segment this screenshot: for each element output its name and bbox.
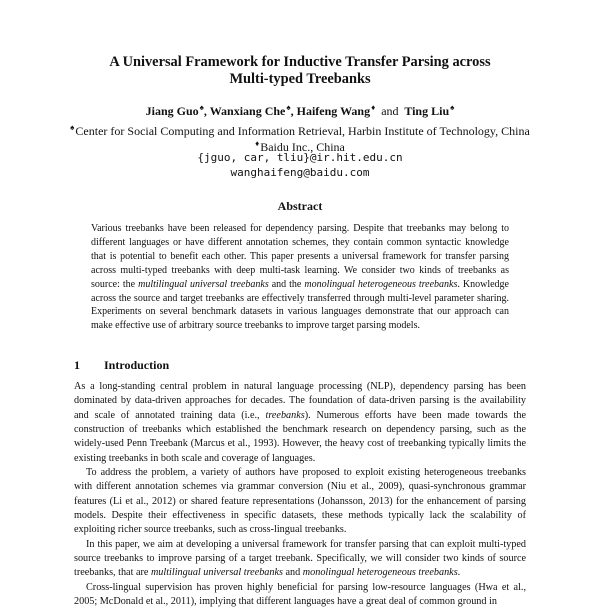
affiliation-mark: ♠ — [70, 123, 75, 132]
introduction-body — [74, 380, 526, 610]
abstract-body — [91, 222, 509, 333]
author-name: Haifeng Wang — [296, 104, 371, 118]
author-list — [40, 100, 560, 119]
paragraph-text: ). Numerous efforts have been made towards the construction of treebanks which established the benchmark research on dependency parsing, such as the widely-used Penn Treebank (Marcus et al., 1993). However, the heavy cost of treebanking typically limits the existing treebanks in both scale and coverage of languages. — [74, 409, 526, 464]
email-2: wanghaifeng@baidu.com — [230, 166, 370, 179]
paragraph-emphasis: treebanks — [265, 409, 305, 421]
paragraph-emphasis: multilingual universal treebanks — [150, 567, 283, 579]
paragraph-text: and — [282, 567, 303, 579]
abstract-emphasis: multilingual universal treebanks — [138, 278, 269, 290]
abstract-heading: Abstract — [277, 199, 323, 213]
abstract-text: . Knowledge across the source and target treebanks are effectively transferred through multi-level parameter sharing. Experiments on several benchmark datasets in various languages demonstrate that our approach can make effective use of arbitrary source treebanks to improve target parsing models. — [91, 278, 509, 332]
abstract-text: and the — [268, 278, 305, 290]
author-name: Jiang Guo — [145, 104, 199, 118]
author-separator: , — [290, 104, 294, 118]
email-1: {jguo, car, tliu}@ir.hit.edu.cn — [197, 151, 403, 164]
section-number: 1 — [74, 358, 80, 372]
paragraph-emphasis: monolingual heterogeneous treebanks — [302, 567, 458, 579]
author-and: and — [381, 104, 399, 118]
paragraph-text: As a long-standing central problem in natural language processing (NLP), dependency parsing has been dominated by data-driven approaches for decades. The foundation of data-driven parsing is the availability and scale of annotated training data (i.e., — [74, 381, 526, 421]
author-name: Ting Liu — [404, 104, 450, 118]
author-name: Wanxiang Che — [209, 104, 286, 118]
affiliation-mark: ♦ — [255, 139, 260, 148]
author-mark: ♠ — [286, 103, 291, 112]
paper-title — [60, 54, 540, 88]
paragraph: To address the problem, a variety of authors have proposed to exploit existing heterogeneous treebanks with different annotation schemes via grammar conversion (Niu et al., 2009), quasi-synchronous grammar features (Li et al., 2012) or shared feature representations (Johansson, 2013) for the enhancement of parsing models. Despite their effectiveness in specific datasets, these methods typically lack the scalability of exploiting richer source treebanks, such as cross-lingual treebanks. — [74, 467, 526, 536]
title-line-1: A Universal Framework for Inductive Transfer Parsing across — [109, 54, 491, 70]
section-heading — [74, 358, 169, 373]
author-mark: ♠ — [199, 103, 204, 112]
affiliation-text: Baidu Inc., China — [260, 140, 345, 154]
paragraph: Cross-lingual supervision has proven highly beneficial for parsing low-resource languages (Hwa et al., 2005; McDonald et al., 2011), implying that different languages have a great deal of common ground in — [74, 581, 526, 608]
paragraph — [74, 538, 526, 581]
paragraph — [74, 380, 526, 466]
affiliation-text: Center for Social Computing and Information Retrieval, Harbin Institute of Technology, China — [75, 124, 530, 138]
paragraph-text: . — [457, 567, 461, 579]
section-title: Introduction — [104, 358, 170, 372]
paragraph-text: In this paper, we aim at developing a universal framework for transfer parsing that can exploit multi-typed source treebanks to improve parsing of a target treebank. Specifically, we will consider two kinds of source treebanks, that are — [74, 538, 526, 579]
abstract-emphasis: monolingual heterogeneous treebanks — [304, 278, 458, 290]
author-mark: ♦ — [371, 103, 376, 112]
author-mark: ♠ — [450, 103, 455, 112]
author-separator: , — [203, 104, 207, 118]
abstract-text: Various treebanks have been released for dependency parsing. Despite that treebanks may belong to different languages or have different annotation schemes, they contain common syntactic knowledge that is potential to benefit each other. This paper presents a universal framework for transfer parsing across multi-typed treebanks with deep multi-task learning. We consider two kinds of treebanks as source: the — [91, 223, 509, 290]
title-line-2: Multi-typed Treebanks — [229, 71, 371, 87]
